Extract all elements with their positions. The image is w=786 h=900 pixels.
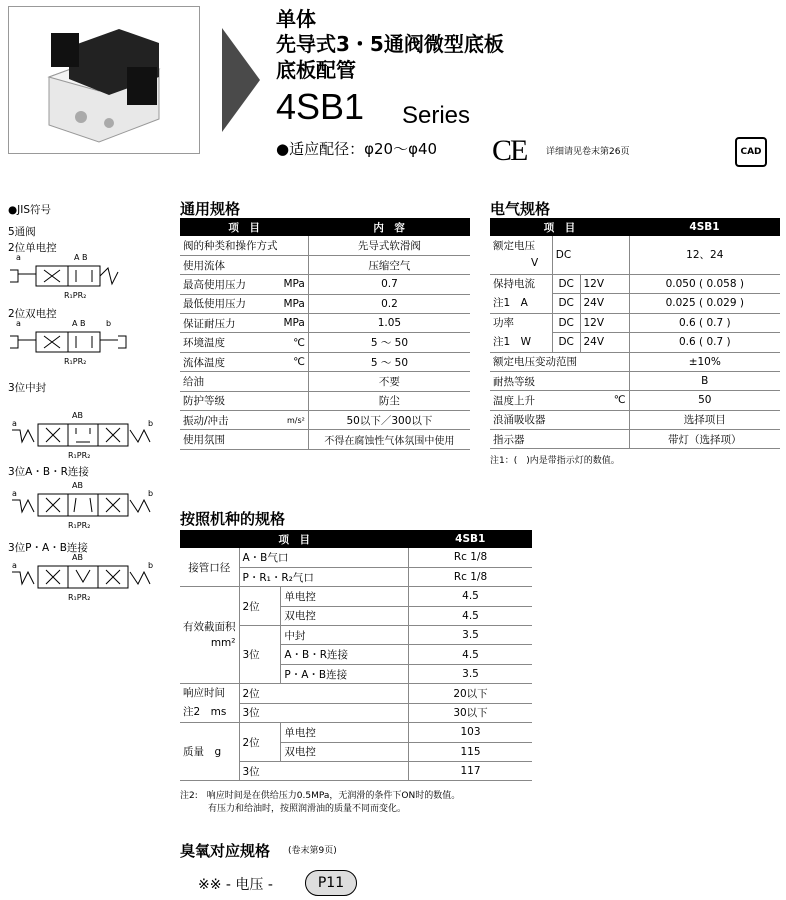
power-value: 0.6 ( 0.7 ) (629, 313, 780, 333)
variant-name: 单电控 (281, 723, 409, 742)
mass-text: 质量 (183, 746, 204, 759)
variant-name: 双电控 (281, 606, 409, 625)
general-spec-title: 通用规格 (180, 200, 241, 218)
ozone-title-note: (卷末第9页) (288, 846, 337, 856)
svg-text:b: b (148, 419, 154, 428)
rated-voltage-value: 12、24 (629, 236, 780, 274)
model-name: 4SB1 (276, 86, 365, 127)
row-value: 0.2 (308, 294, 470, 313)
variant-value: 3.5 (409, 626, 533, 645)
row-unit (580, 410, 629, 429)
current-voltage: 12V (580, 274, 629, 294)
jis-title: ●JIS符号 (8, 204, 52, 216)
svg-text:a: a (12, 419, 17, 428)
row-unit (281, 430, 309, 449)
row-unit: MPa (281, 314, 309, 333)
cad-icon: CAD (735, 137, 767, 167)
row-unit (281, 255, 309, 274)
row-value: 压缩空气 (308, 255, 470, 274)
header-content: 内 容 (308, 218, 470, 236)
row-label: 环境温度 (180, 333, 281, 352)
ozone-title: 臭氧对应规格 (180, 842, 271, 860)
row-label: 使用氛围 (180, 430, 281, 449)
rated-voltage-text: 额定电压 (493, 239, 535, 252)
row-label: 给油 (180, 372, 281, 391)
response-time-text: 响应时间 (183, 687, 225, 700)
position-label: 2位 (239, 684, 409, 704)
table-row (180, 333, 470, 352)
title-line-3: 底板配管 (276, 58, 356, 82)
row-value: 5 〜 50 (308, 333, 470, 352)
row-value: 先导式软滑阀 (308, 236, 470, 255)
mass-value: 117 (409, 762, 533, 781)
row-value: 50 (629, 391, 780, 410)
table-row (180, 411, 470, 430)
header-item: 项 目 (180, 218, 308, 236)
variant-name: 单电控 (281, 587, 409, 606)
port-name: A・B气口 (239, 548, 409, 567)
row-value: 不要 (308, 372, 470, 391)
row-value: 1.05 (308, 314, 470, 333)
variant-name: 中封 (281, 626, 409, 645)
current-value: 0.025 ( 0.029 ) (629, 294, 780, 314)
jis-label-5: 3位P・A・B连接 (8, 542, 88, 554)
title-arrow-decoration (222, 28, 260, 132)
row-unit: ℃ (281, 333, 309, 352)
power-type: DC (552, 313, 580, 333)
row-label: 最高使用压力 (180, 275, 281, 294)
svg-text:R₁PR₂: R₁PR₂ (68, 521, 91, 530)
mass-value: 103 (409, 723, 533, 742)
row-unit: m/s² (281, 411, 309, 430)
power-text: 功率 (493, 316, 514, 329)
svg-text:AB: AB (72, 481, 83, 490)
variant-name: A・B・R连接 (281, 645, 409, 664)
power-value: 0.6 ( 0.7 ) (629, 333, 780, 353)
table-row (180, 294, 470, 313)
row-value: 选择项目 (629, 410, 780, 429)
current-value: 0.050 ( 0.058 ) (629, 274, 780, 294)
power-label (490, 313, 552, 352)
position-label: 2位 (239, 587, 281, 626)
svg-text:a: a (12, 561, 17, 570)
table-row (490, 274, 780, 294)
row-unit (580, 430, 629, 449)
holding-current-text: 保持电流 (493, 277, 535, 290)
position-label: 3位 (239, 626, 281, 684)
row-label: 阀的种类和操作方式 (180, 236, 281, 255)
row-label: 指示器 (490, 430, 580, 449)
jis-symbol-closed-center (8, 410, 158, 464)
row-unit (281, 391, 309, 410)
table-row (180, 587, 532, 606)
table-row (490, 371, 780, 390)
ce-mark-icon: CE (492, 134, 527, 167)
table-row (180, 314, 470, 333)
model-spec-title: 按照机种的规格 (180, 510, 286, 528)
row-unit: MPa (281, 275, 309, 294)
row-value: 50以下／300以下 (308, 411, 470, 430)
row-label: 最低使用压力 (180, 294, 281, 313)
effective-area-text: 有效截面积 (183, 621, 236, 634)
general-spec-table (180, 218, 470, 450)
variant-name: 双电控 (281, 742, 409, 761)
jis-symbol-single-solenoid (8, 252, 128, 306)
table-row (180, 352, 470, 371)
title-line-2: 先导式3・5通阀微型底板 (276, 32, 504, 56)
svg-text:R₁PR₂: R₁PR₂ (64, 357, 87, 366)
port-value: Rc 1/8 (409, 548, 533, 567)
row-label: 浪涌吸收器 (490, 410, 580, 429)
position-label: 3位 (239, 703, 409, 723)
svg-text:a: a (16, 253, 21, 262)
holding-current-label (490, 274, 552, 313)
row-value: 不得在腐蚀性气体氛围中使用 (308, 430, 470, 449)
row-value: 防尘 (308, 391, 470, 410)
table-row (180, 391, 470, 410)
current-type: DC (552, 274, 580, 294)
jis-symbol-pab-connection (8, 552, 158, 606)
svg-text:AB: AB (72, 411, 83, 420)
variant-value: 4.5 (409, 587, 533, 606)
table-row (180, 372, 470, 391)
table-row (490, 236, 780, 274)
table-row (180, 236, 470, 255)
rated-voltage-label (490, 236, 552, 274)
row-value: 带灯（选择项） (629, 430, 780, 449)
electric-spec-title: 电气规格 (490, 200, 551, 218)
header-item: 项 目 (490, 218, 629, 236)
svg-text:A B: A B (74, 253, 88, 262)
svg-text:R₁PR₂: R₁PR₂ (68, 451, 91, 460)
model-spec-table (180, 530, 532, 781)
row-label: 温度上升 (490, 391, 580, 410)
electric-note: 注1：( )内是带指示灯的数值。 (490, 456, 620, 466)
electric-spec-table (490, 218, 780, 449)
svg-text:b: b (106, 319, 112, 328)
svg-text:a: a (16, 319, 21, 328)
row-label: 保证耐压力 (180, 314, 281, 333)
row-unit: ℃ (580, 391, 629, 410)
title-line-1: 单体 (276, 7, 316, 31)
position-label: 2位 (239, 723, 281, 762)
table-row (180, 275, 470, 294)
svg-text:A B: A B (72, 319, 86, 328)
table-row (180, 430, 470, 449)
row-value: 0.7 (308, 275, 470, 294)
svg-text:AB: AB (72, 553, 83, 562)
header-item: 项 目 (180, 530, 409, 548)
effective-area-label (180, 587, 239, 684)
row-label: 使用流体 (180, 255, 281, 274)
table-row (490, 391, 780, 410)
variant-name: P・A・B连接 (281, 664, 409, 683)
p11-badge: P11 (305, 870, 357, 896)
jis-symbol-abr-connection (8, 480, 158, 534)
row-unit (580, 371, 629, 390)
table-row (180, 548, 532, 567)
power-voltage: 24V (580, 333, 629, 353)
svg-text:a: a (12, 489, 17, 498)
row-label: 流体温度 (180, 352, 281, 371)
response-time-unit: 注2 ms (183, 706, 227, 719)
rated-voltage-type: DC (552, 236, 629, 274)
ozone-code: ※※ - 电压 - (198, 877, 273, 893)
row-unit (281, 372, 309, 391)
jis-label-3: 3位中封 (8, 382, 47, 394)
bore-range: ●适应配径：φ20〜φ40 (276, 140, 438, 158)
row-label: 振动/冲击 (180, 411, 281, 430)
current-voltage: 24V (580, 294, 629, 314)
mass-unit: g (214, 746, 222, 759)
row-label: 耐热等级 (490, 371, 580, 390)
power-note: 注1 W (493, 335, 532, 348)
model-note-2: 有压力和给油时，按照润滑油的质量不同而变化。 (208, 804, 407, 814)
port-size-label: 接管口径 (180, 548, 239, 587)
table-row (490, 410, 780, 429)
position-label: 3位 (239, 762, 409, 781)
table-row (180, 723, 532, 742)
response-value: 30以下 (409, 703, 533, 723)
svg-text:b: b (148, 489, 154, 498)
table-row (490, 352, 780, 371)
table-header (490, 218, 780, 236)
header-model: 4SB1 (629, 218, 780, 236)
response-time-label (180, 684, 239, 723)
mass-value: 115 (409, 742, 533, 761)
table-row (180, 255, 470, 274)
row-unit: ℃ (281, 352, 309, 371)
row-unit (281, 236, 309, 255)
svg-text:R₁PR₂: R₁PR₂ (68, 593, 91, 602)
power-type: DC (552, 333, 580, 353)
row-unit: MPa (281, 294, 309, 313)
rated-voltage-unit: V (531, 256, 539, 269)
current-type: DC (552, 294, 580, 314)
port-name: P・R₁・R₂气口 (239, 567, 409, 586)
jis-symbol-double-solenoid (8, 318, 128, 372)
variant-value: 3.5 (409, 664, 533, 683)
jis-subtitle: 5通阀 (8, 226, 36, 238)
svg-text:b: b (148, 561, 154, 570)
row-unit (580, 352, 629, 371)
table-header (180, 218, 470, 236)
jis-label-2: 2位双电控 (8, 308, 57, 320)
svg-text:R₁PR₂: R₁PR₂ (64, 291, 87, 300)
reference-note: 详细请见卷末第26页 (546, 147, 630, 157)
variant-value: 4.5 (409, 645, 533, 664)
row-label: 防护等级 (180, 391, 281, 410)
table-header (180, 530, 532, 548)
header-model: 4SB1 (409, 530, 533, 548)
row-value: 5 〜 50 (308, 352, 470, 371)
mass-label (180, 723, 239, 781)
jis-label-4: 3位A・B・R连接 (8, 466, 89, 478)
row-label: 额定电压变动范围 (490, 352, 580, 371)
row-value: ±10% (629, 352, 780, 371)
port-value: Rc 1/8 (409, 567, 533, 586)
jis-label-1: 2位单电控 (8, 242, 57, 254)
table-row (490, 313, 780, 333)
row-value: B (629, 371, 780, 390)
table-row (490, 430, 780, 449)
response-value: 20以下 (409, 684, 533, 704)
table-row (180, 684, 532, 704)
model-note-1: 注2: 响应时间是在供给压力0.5MPa，无润滑的条件下ON时的数值。 (180, 791, 461, 801)
power-voltage: 12V (580, 313, 629, 333)
effective-area-unit: mm² (210, 637, 236, 650)
holding-current-note: 注1 A (493, 296, 528, 309)
series-word: Series (402, 102, 471, 129)
product-photo (8, 6, 200, 154)
variant-value: 4.5 (409, 606, 533, 625)
